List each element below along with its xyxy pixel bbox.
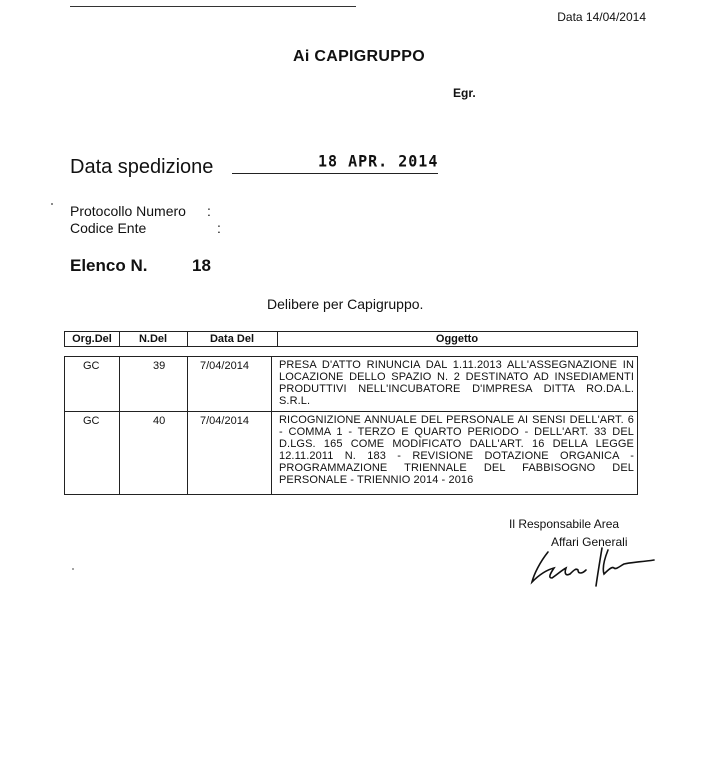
resolutions-table — [64, 356, 638, 495]
recipient-salutation: Egr. — [453, 86, 476, 100]
table-row — [65, 357, 637, 412]
column-divider — [119, 412, 120, 494]
list-number: 18 — [192, 256, 211, 275]
entity-code-colon: : — [217, 220, 221, 236]
column-divider — [271, 357, 272, 411]
column-header-date: Data Del — [209, 333, 255, 345]
table-header — [64, 331, 638, 347]
shipping-date-label: Data spedizione — [70, 156, 214, 178]
handwritten-signature — [528, 546, 658, 588]
protocol-colon: : — [207, 203, 211, 219]
table-row — [65, 412, 637, 494]
cell-org: GC — [83, 415, 100, 427]
scan-speck — [51, 203, 53, 205]
document-title: Ai CAPIGRUPPO — [293, 48, 425, 65]
column-divider — [119, 357, 120, 411]
cell-date: 7/04/2014 — [200, 360, 249, 372]
list-label: Elenco N. — [70, 256, 148, 275]
column-header-subject: Oggetto — [435, 333, 479, 345]
column-divider — [271, 412, 272, 494]
cell-num: 40 — [153, 415, 166, 427]
column-header-num: N.Del — [138, 333, 168, 345]
document-date: Data 14/04/2014 — [557, 10, 646, 24]
top-rule — [70, 6, 356, 7]
cell-subject: RICOGNIZIONE ANNUALE DEL PERSONALE AI SENSI DELL'ART. 6 - COMMA 1 - TERZO E QUARTO PERIODO - DELL'ART. 33 DEL D.LGS. 165 COME MODIFICATO DALL'ART. 16 DELLA LEGGE 12.11.2011 N. 183 - REVISIONE DOTAZIONE ORGANICA - PROGRAMMAZIONE TRIENNALE DEL FABBISOGNO DEL PERSONALE - TRIENNIO 2014 - 2016 — [279, 414, 634, 486]
cell-subject: PRESA D'ATTO RINUNCIA DAL 1.11.2013 ALL'ASSEGNAZIONE IN LOCAZIONE DELLO SPAZIO N. 2 DESTINATO AD INSEDIAMENTI PRODUTTIVI NELL'INCUBATORE D'IMPRESA DITTA RO.DA.L. S.R.L. — [279, 359, 634, 407]
shipping-date-stamp: 18 APR. 2014 — [318, 151, 439, 171]
column-divider — [187, 412, 188, 494]
entity-code-label: Codice Ente — [70, 220, 147, 236]
column-divider — [187, 357, 188, 411]
cell-date: 7/04/2014 — [200, 415, 249, 427]
list-subtitle: Delibere per Capigruppo. — [267, 296, 424, 312]
shipping-date-line — [232, 173, 438, 174]
scan-speck — [72, 568, 74, 570]
signatory-title: Il Responsabile Area — [509, 517, 620, 531]
protocol-label: Protocollo Numero — [70, 203, 186, 219]
signatory-department: Affari Generali — [551, 535, 628, 549]
column-header-org: Org.Del — [72, 333, 112, 345]
cell-num: 39 — [153, 360, 166, 372]
cell-org: GC — [83, 360, 100, 372]
